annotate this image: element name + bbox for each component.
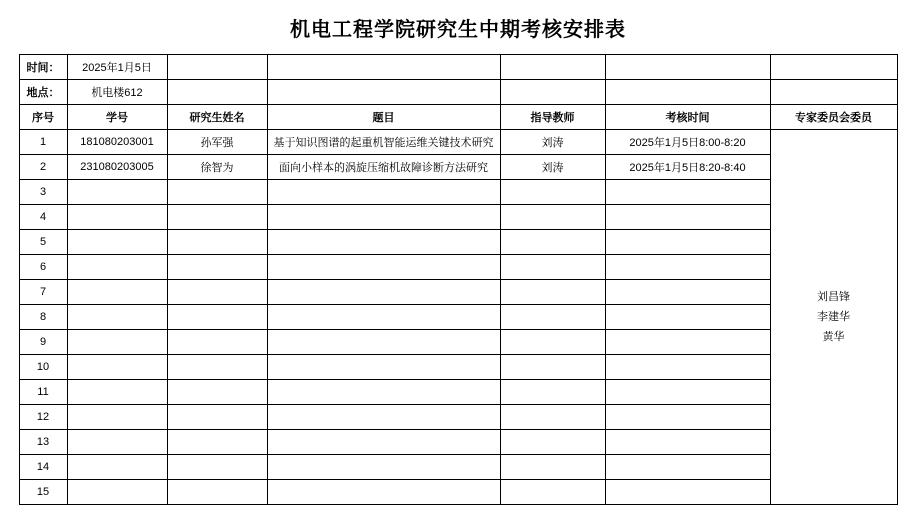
cell-student-id	[67, 230, 167, 255]
cell-topic	[267, 455, 500, 480]
meta-blank-4	[605, 55, 770, 80]
meta-blank-3	[500, 55, 605, 80]
column-header-no: 序号	[19, 105, 67, 130]
time-value: 2025年1月5日	[67, 55, 167, 80]
cell-name	[167, 405, 267, 430]
place-label: 地点：	[19, 80, 67, 105]
cell-student-id: 181080203001	[67, 130, 167, 155]
meta-blank-5	[770, 55, 897, 80]
table-row	[19, 405, 897, 430]
cell-advisor	[500, 180, 605, 205]
column-header-advisor: 指导教师	[500, 105, 605, 130]
cell-topic	[267, 205, 500, 230]
cell-no: 15	[19, 480, 67, 505]
column-header-experts: 专家委员会委员	[770, 105, 897, 130]
meta-row-time	[19, 55, 897, 80]
cell-no: 4	[19, 205, 67, 230]
cell-student-id	[67, 355, 167, 380]
place-value: 机电楼612	[67, 80, 167, 105]
cell-topic	[267, 330, 500, 355]
cell-topic	[267, 355, 500, 380]
cell-name	[167, 180, 267, 205]
cell-exam-time	[605, 430, 770, 455]
cell-topic	[267, 430, 500, 455]
table-row	[19, 205, 897, 230]
cell-no: 2	[19, 155, 67, 180]
column-header-name: 研究生姓名	[167, 105, 267, 130]
meta-blank-10	[770, 80, 897, 105]
table-row	[19, 355, 897, 380]
cell-advisor	[500, 305, 605, 330]
cell-name: 孙军强	[167, 130, 267, 155]
cell-student-id: 231080203005	[67, 155, 167, 180]
cell-topic	[267, 405, 500, 430]
cell-no: 1	[19, 130, 67, 155]
cell-student-id	[67, 180, 167, 205]
cell-topic: 面向小样本的涡旋压缩机故障诊断方法研究	[267, 155, 500, 180]
column-header-topic: 题目	[267, 105, 500, 130]
cell-advisor	[500, 330, 605, 355]
cell-topic	[267, 230, 500, 255]
column-header-exam-time: 考核时间	[605, 105, 770, 130]
cell-exam-time: 2025年1月5日8:00-8:20	[605, 130, 770, 155]
cell-student-id	[67, 380, 167, 405]
cell-student-id	[67, 455, 167, 480]
cell-no: 8	[19, 305, 67, 330]
cell-advisor	[500, 205, 605, 230]
cell-advisor	[500, 255, 605, 280]
cell-student-id	[67, 305, 167, 330]
cell-advisor	[500, 380, 605, 405]
cell-exam-time	[605, 280, 770, 305]
experts-cell	[770, 130, 897, 505]
cell-name	[167, 230, 267, 255]
cell-exam-time	[605, 205, 770, 230]
meta-blank-7	[267, 80, 500, 105]
cell-student-id	[67, 205, 167, 230]
cell-no: 9	[19, 330, 67, 355]
cell-exam-time	[605, 230, 770, 255]
cell-no: 10	[19, 355, 67, 380]
table-row	[19, 380, 897, 405]
table-row	[19, 280, 897, 305]
cell-advisor	[500, 455, 605, 480]
table-row	[19, 330, 897, 355]
table-row	[19, 130, 897, 155]
table-row	[19, 180, 897, 205]
expert-name-2: 李建华	[817, 311, 850, 323]
cell-exam-time	[605, 455, 770, 480]
cell-topic	[267, 255, 500, 280]
cell-exam-time	[605, 480, 770, 505]
table-row	[19, 430, 897, 455]
meta-blank-8	[500, 80, 605, 105]
table-row	[19, 480, 897, 505]
cell-advisor: 刘涛	[500, 130, 605, 155]
cell-name	[167, 205, 267, 230]
table-row	[19, 255, 897, 280]
cell-name	[167, 255, 267, 280]
cell-no: 6	[19, 255, 67, 280]
cell-exam-time	[605, 305, 770, 330]
meta-row-place	[19, 80, 897, 105]
meta-blank-2	[267, 55, 500, 80]
table-row	[19, 155, 897, 180]
cell-student-id	[67, 330, 167, 355]
meta-blank-1	[167, 55, 267, 80]
cell-no: 13	[19, 430, 67, 455]
cell-student-id	[67, 405, 167, 430]
cell-name	[167, 480, 267, 505]
cell-no: 5	[19, 230, 67, 255]
cell-exam-time: 2025年1月5日8:20-8:40	[605, 155, 770, 180]
cell-student-id	[67, 280, 167, 305]
page-title: 机电工程学院研究生中期考核安排表	[290, 19, 626, 41]
cell-name	[167, 280, 267, 305]
cell-advisor: 刘涛	[500, 155, 605, 180]
cell-name	[167, 380, 267, 405]
meta-blank-6	[167, 80, 267, 105]
cell-no: 7	[19, 280, 67, 305]
cell-exam-time	[605, 405, 770, 430]
cell-name	[167, 355, 267, 380]
cell-name	[167, 430, 267, 455]
schedule-table	[19, 54, 898, 505]
table-row	[19, 230, 897, 255]
cell-topic: 基于知识图谱的起重机智能运维关键技术研究	[267, 130, 500, 155]
cell-student-id	[67, 255, 167, 280]
column-header-student-id: 学号	[67, 105, 167, 130]
cell-advisor	[500, 405, 605, 430]
cell-exam-time	[605, 180, 770, 205]
cell-no: 3	[19, 180, 67, 205]
cell-advisor	[500, 230, 605, 255]
cell-student-id	[67, 480, 167, 505]
time-label: 时间：	[19, 55, 67, 80]
cell-student-id	[67, 430, 167, 455]
cell-name	[167, 455, 267, 480]
cell-advisor	[500, 430, 605, 455]
cell-exam-time	[605, 355, 770, 380]
expert-name-3: 黄华	[822, 331, 845, 343]
cell-name: 徐智为	[167, 155, 267, 180]
cell-topic	[267, 280, 500, 305]
cell-no: 14	[19, 455, 67, 480]
cell-exam-time	[605, 255, 770, 280]
cell-exam-time	[605, 380, 770, 405]
expert-name-1: 刘昌锋	[817, 291, 850, 303]
cell-advisor	[500, 480, 605, 505]
cell-advisor	[500, 355, 605, 380]
cell-topic	[267, 305, 500, 330]
cell-topic	[267, 380, 500, 405]
cell-name	[167, 330, 267, 355]
cell-topic	[267, 480, 500, 505]
cell-advisor	[500, 280, 605, 305]
cell-topic	[267, 180, 500, 205]
table-header-row	[19, 105, 897, 130]
cell-name	[167, 305, 267, 330]
meta-blank-9	[605, 80, 770, 105]
cell-no: 11	[19, 380, 67, 405]
cell-no: 12	[19, 405, 67, 430]
table-row	[19, 455, 897, 480]
table-row	[19, 305, 897, 330]
cell-exam-time	[605, 330, 770, 355]
